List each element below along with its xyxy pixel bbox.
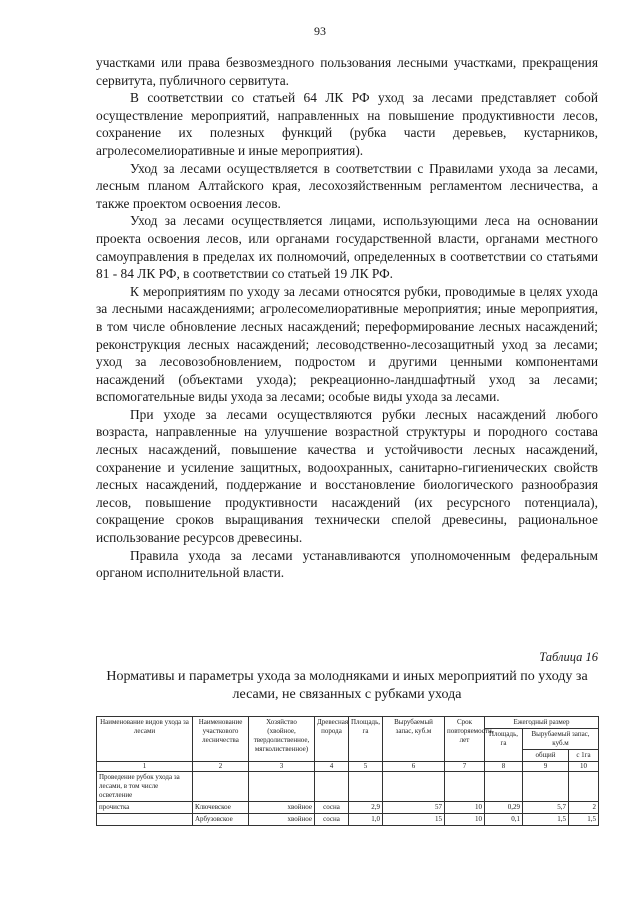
column-number: 3 [249, 762, 315, 772]
table-row [97, 802, 599, 814]
paragraph: Правила ухода за лесами устанавливаются уполномоченным федеральным органом исполнительной власти. [96, 547, 598, 581]
table-row [97, 814, 599, 826]
table-cell [97, 814, 193, 826]
body-text [96, 54, 598, 582]
header-cell: Срок повторяемости, лет [445, 717, 485, 762]
table-cell: 1,5 [569, 814, 599, 826]
table-cell: сосна [315, 802, 349, 814]
table-cell: Ключевское [193, 802, 249, 814]
header-cell: общий [523, 750, 569, 762]
table-cell: хвойное [249, 802, 315, 814]
column-number-row [97, 762, 599, 772]
table-cell: 2 [569, 802, 599, 814]
table-cell: 57 [383, 802, 445, 814]
column-number: 10 [569, 762, 599, 772]
table-cell: Арбузовское [193, 814, 249, 826]
paragraph: К мероприятиям по уходу за лесами относятся рубки, проводимые в целях ухода за лесными насаждениями; агролесомелиоративные мероприятия; иные мероприятия, в том числе обновление лесных насаждений; переформирование лесных насаждений; реконструкция лесных насаждений; лесоводственно-лесозащитный уход за лесами; уход за лесовозобновлением, подростом и другими ценными компонентами насаждений (объектами ухода); рекреационно-ландшафтный уход за лесами; вспомогательные виды ухода за лесами; особые виды ухода за лесами. [96, 283, 598, 405]
paragraph: В соответствии со статьей 64 ЛК РФ уход за лесами представляет собой осуществление мероприятий, направленных на повышение продуктивности лесов, сохранение их полезных функций (рубка части деревьев, кустарников, агролесомелиоративные и иные мероприятия). [96, 90, 598, 158]
table-row [97, 772, 599, 802]
column-number: 5 [349, 762, 383, 772]
column-number: 7 [445, 762, 485, 772]
table-cell: прочистка [97, 802, 193, 814]
page-number: 93 [314, 24, 326, 38]
table-cell: 0,29 [485, 802, 523, 814]
table-header-row [97, 717, 599, 729]
column-number: 4 [315, 762, 349, 772]
header-cell: Площадь, га [349, 717, 383, 762]
header-cell: Наименование участкового лесничества [193, 717, 249, 762]
column-number: 9 [523, 762, 569, 772]
column-number: 8 [485, 762, 523, 772]
column-number: 6 [383, 762, 445, 772]
table-cell: 5,7 [523, 802, 569, 814]
table-cell: сосна [315, 814, 349, 826]
header-cell: Вырубаемый запас, куб.м [523, 729, 599, 750]
header-cell: с 1га [569, 750, 599, 762]
paragraph: При уходе за лесами осуществляются рубки лесных насаждений любого возраста, направленные на улучшение возрастной структуры и породного состава лесных насаждений, повышение качества и устойчивости лесных насаждений, сохранение и усиление защитных, водоохранных, санитарно-гигиенических свойств лесных насаждений, поддержание и восстановление биологического разнообразия лесов, повышение продуктивности насаждений (их ресурсного потенциала), сокращение сроков выращивания технически спелой древесины, рациональное использование ресурсов древесины. [96, 406, 598, 546]
table-title: Нормативы и параметры ухода за молодняками и иных мероприятий по уходу за лесами, не связанных с рубками ухода [106, 669, 588, 702]
table-cell: 10 [445, 814, 485, 826]
header-cell: Наименование видов ухода за лесами [97, 717, 193, 762]
table-cell: 2,9 [349, 802, 383, 814]
paragraph: Уход за лесами осуществляется в соответствии с Правилами ухода за лесами, лесным планом Алтайского края, лесохозяйственным регламентом лесничества, а также проектом освоения лесов. [96, 160, 598, 211]
table-cell: 15 [383, 814, 445, 826]
header-cell: Хозяйство (хвойное, твердолиственное, мягколиственное) [249, 717, 315, 762]
paragraph: Уход за лесами осуществляется лицами, использующими леса на основании проекта освоения лесов, или органами государственной власти, органами местного самоуправления в пределах их полномочий, определенных в соответствии со статьями 81 - 84 ЛК РФ, в соответствии со статьей 19 ЛК РФ. [96, 213, 598, 282]
table-cell: 1,0 [349, 814, 383, 826]
header-cell: Вырубаемый запас, куб.м [383, 717, 445, 762]
header-cell: Древесная порода [315, 717, 349, 762]
column-number: 2 [193, 762, 249, 772]
table-cell: 10 [445, 802, 485, 814]
table-cell: хвойное [249, 814, 315, 826]
table-cell: 1,5 [523, 814, 569, 826]
column-number: 1 [97, 762, 193, 772]
table-cell: 0,1 [485, 814, 523, 826]
section-cell: Проведение рубок ухода за лесами, в том числе осветление [97, 772, 193, 802]
norms-table [96, 716, 599, 826]
header-cell: Площадь, га [485, 729, 523, 762]
paragraph: участками или права безвозмездного пользования лесными участками, прекращения сервитута, публичного сервитута. [96, 55, 598, 88]
header-cell: Ежегодный размер [485, 717, 599, 729]
table-label: Таблица 16 [539, 650, 598, 664]
